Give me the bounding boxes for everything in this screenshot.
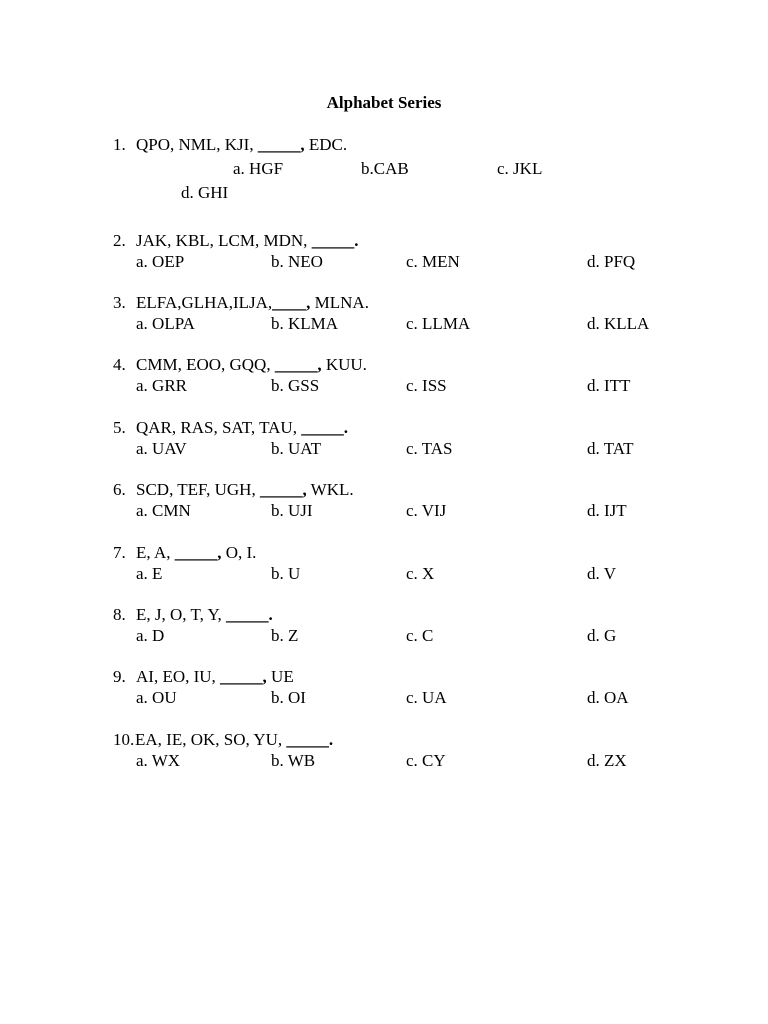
answer-option: b. Z [271, 626, 299, 645]
question-number: 10. [113, 730, 135, 749]
question-text [136, 418, 348, 438]
answer-blank: _____, [274, 355, 322, 374]
answer-option: a. UAV [136, 439, 187, 458]
answer-option: c. X [406, 564, 435, 583]
question-number: 8. [113, 605, 126, 624]
answer-option: a. GRR [136, 376, 187, 395]
question-sequence: EA, IE, OK, SO, YU, [135, 730, 287, 749]
answer-option: c. MEN [406, 252, 460, 271]
question-number: 7. [113, 543, 126, 562]
question-sequence: E, J, O, T, Y, [136, 605, 227, 624]
answer-option: d. OA [587, 688, 629, 707]
question-sequence: E, A, [136, 543, 175, 562]
answer-option: d. PFQ [587, 252, 636, 271]
answer-option: b. OI [271, 688, 306, 707]
answer-option: d. ZX [587, 751, 627, 770]
answer-option: b. NEO [271, 252, 323, 271]
answer-option: c. TAS [406, 439, 453, 458]
answer-option: d. G [587, 626, 617, 645]
answer-option: a. HGF [233, 159, 284, 178]
question-sequence: QAR, RAS, SAT, TAU, [136, 418, 302, 437]
question-number: 2. [113, 231, 126, 250]
question-sequence: QPO, NML, KJI, [136, 135, 258, 154]
question-sequence: CMM, EOO, GQQ, [136, 355, 275, 374]
question-sequence-end: WKL. [306, 480, 354, 499]
answer-option: b.CAB [361, 159, 409, 178]
question-text [136, 135, 347, 155]
answer-blank: _____. [286, 730, 334, 749]
question-sequence: SCD, TEF, UGH, [136, 480, 260, 499]
answer-option: b. GSS [271, 376, 320, 395]
answer-option: d. TAT [587, 439, 634, 458]
answer-option: c. JKL [497, 159, 543, 178]
answer-option: c. C [406, 626, 434, 645]
answer-blank: _____, [257, 135, 305, 154]
question-sequence: ELFA,GLHA,ILJA, [136, 293, 273, 312]
question-sequence-end: EDC. [304, 135, 348, 154]
answer-option: d. GHI [181, 183, 229, 202]
answer-option: c. UA [406, 688, 447, 707]
answer-blank: _____. [311, 231, 359, 250]
question-sequence-end: KUU. [321, 355, 367, 374]
answer-option: a. OU [136, 688, 177, 707]
question-text [136, 605, 273, 625]
question-text [136, 480, 354, 500]
question-sequence-end: UE [266, 667, 294, 686]
answer-option: a. OEP [136, 252, 185, 271]
question-number: 1. [113, 135, 126, 154]
answer-option: b. UJI [271, 501, 313, 520]
answer-blank: _____, [174, 543, 222, 562]
answer-option: d. IJT [587, 501, 627, 520]
answer-option: d. ITT [587, 376, 631, 395]
answer-blank: ____, [272, 293, 311, 312]
answer-option: b. KLMA [271, 314, 339, 333]
answer-option: b. U [271, 564, 301, 583]
question-text [136, 231, 358, 251]
answer-option: c. VIJ [406, 501, 447, 520]
question-sequence-end: MLNA. [310, 293, 369, 312]
answer-option: a. D [136, 626, 165, 645]
question-text [136, 293, 369, 313]
question-number: 5. [113, 418, 126, 437]
answer-blank: _____. [226, 605, 273, 624]
question-number: 6. [113, 480, 126, 499]
answer-blank: _____, [259, 480, 307, 499]
question-sequence: AI, EO, IU, [136, 667, 221, 686]
question-number: 9. [113, 667, 126, 686]
answer-option: a. WX [136, 751, 181, 770]
answer-option: c. LLMA [406, 314, 471, 333]
answer-option: b. UAT [271, 439, 322, 458]
question-text [136, 667, 294, 687]
answer-option: c. ISS [406, 376, 447, 395]
answer-option: b. WB [271, 751, 316, 770]
question-text [136, 355, 367, 375]
answer-option: a. CMN [136, 501, 191, 520]
answer-option: c. CY [406, 751, 446, 770]
question-sequence-end: O, I. [221, 543, 257, 562]
question-number: 4. [113, 355, 126, 374]
question-text [136, 543, 256, 563]
question-number: 3. [113, 293, 126, 312]
page-title: Alphabet Series [326, 93, 442, 112]
answer-blank: _____. [301, 418, 348, 437]
question-sequence: JAK, KBL, LCM, MDN, [136, 231, 312, 250]
answer-option: a. E [136, 564, 163, 583]
answer-option: a. OLPA [136, 314, 195, 333]
question-text [135, 730, 333, 750]
answer-option: d. KLLA [587, 314, 650, 333]
answer-blank: _____, [220, 667, 267, 686]
answer-option: d. V [587, 564, 616, 583]
